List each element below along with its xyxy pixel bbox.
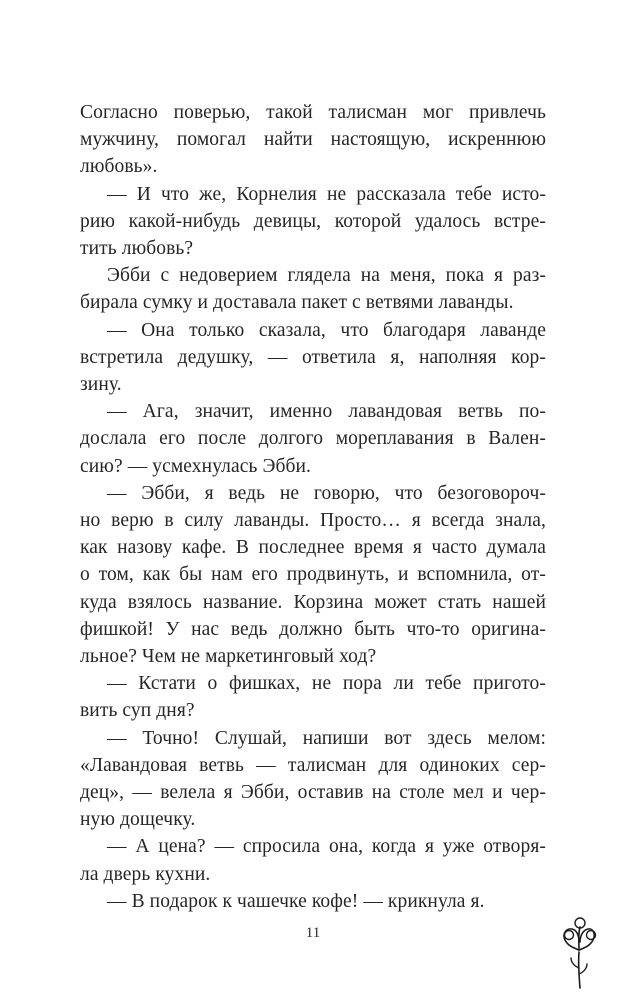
text-line: мужчину, помогал найти настоящую, искреннюю bbox=[80, 129, 546, 151]
text-line: — Ага, значит, именно лавандовая ветвь по- bbox=[107, 401, 546, 423]
paragraph bbox=[80, 181, 546, 263]
text-line: — Эбби, я ведь не говорю, что безоговороч- bbox=[107, 482, 546, 504]
paragraph bbox=[80, 317, 546, 399]
plant-flourish-icon bbox=[552, 912, 608, 992]
text-line: о том, как бы нам его продвинуть, и вспомнила, от- bbox=[80, 564, 546, 586]
paragraph bbox=[80, 833, 546, 887]
text-line: ную дощечку. bbox=[80, 809, 196, 831]
text-line: как назову кафе. В последнее время я часто думала bbox=[80, 537, 546, 559]
paragraph bbox=[80, 480, 546, 670]
text-line: ла дверь кухни. bbox=[80, 863, 211, 885]
text-line: дец», — велела я Эбби, оставив на столе мел и чер- bbox=[80, 782, 546, 804]
text-line: сию? — усмехнулась Эбби. bbox=[80, 455, 312, 477]
paragraph bbox=[80, 670, 546, 724]
text-line: встретила дедушку, — ответила я, наполняя кор- bbox=[80, 346, 546, 368]
text-line: — И что же, Корнелия не рассказала тебе исто- bbox=[107, 183, 546, 205]
text-line: Эбби с недоверием глядела на меня, пока я раз- bbox=[107, 265, 546, 287]
text-line: куда взялось название. Корзина может стать нашей bbox=[80, 591, 546, 613]
text-line: — В подарок к чашечке кофе! — крикнула я. bbox=[107, 890, 485, 912]
text-line: но верю в силу лаванды. Просто… я всегда знала, bbox=[80, 510, 546, 532]
text-line: — Она только сказала, что благодаря лаванде bbox=[107, 319, 546, 341]
text-line: рию какой-нибудь девицы, которой удалось встре- bbox=[80, 210, 546, 232]
text-line: — А цена? — спросила она, когда я уже отворя- bbox=[107, 836, 546, 858]
page-number: 11 bbox=[305, 925, 321, 941]
text-line: зину. bbox=[80, 374, 122, 396]
paragraph bbox=[80, 888, 546, 915]
text-line: любовь». bbox=[80, 156, 158, 178]
paragraph bbox=[80, 725, 546, 834]
text-line: тить любовь? bbox=[80, 238, 194, 260]
paragraph bbox=[80, 99, 546, 181]
text-line: льное? Чем не маркетинговый ход? bbox=[80, 646, 377, 668]
text-line: фишкой! У нас ведь должно быть что-то оригина- bbox=[80, 618, 546, 640]
page-text bbox=[80, 99, 546, 915]
paragraph bbox=[80, 262, 546, 316]
text-line: Согласно поверью, такой талисман мог привлечь bbox=[80, 102, 546, 123]
paragraph bbox=[80, 398, 546, 480]
text-line: вить суп дня? bbox=[80, 700, 195, 722]
text-line: — Точно! Слушай, напиши вот здесь мелом: bbox=[107, 727, 546, 749]
text-line: бирала сумку и доставала пакет с ветвями лаванды. bbox=[80, 292, 514, 314]
text-line: — Кстати о фишках, не пора ли тебе пригото- bbox=[107, 673, 546, 695]
text-line: дослала его после долгого мореплавания в Вален- bbox=[80, 428, 546, 450]
text-line: «Лавандовая ветвь — талисман для одиноких сер- bbox=[80, 754, 546, 776]
